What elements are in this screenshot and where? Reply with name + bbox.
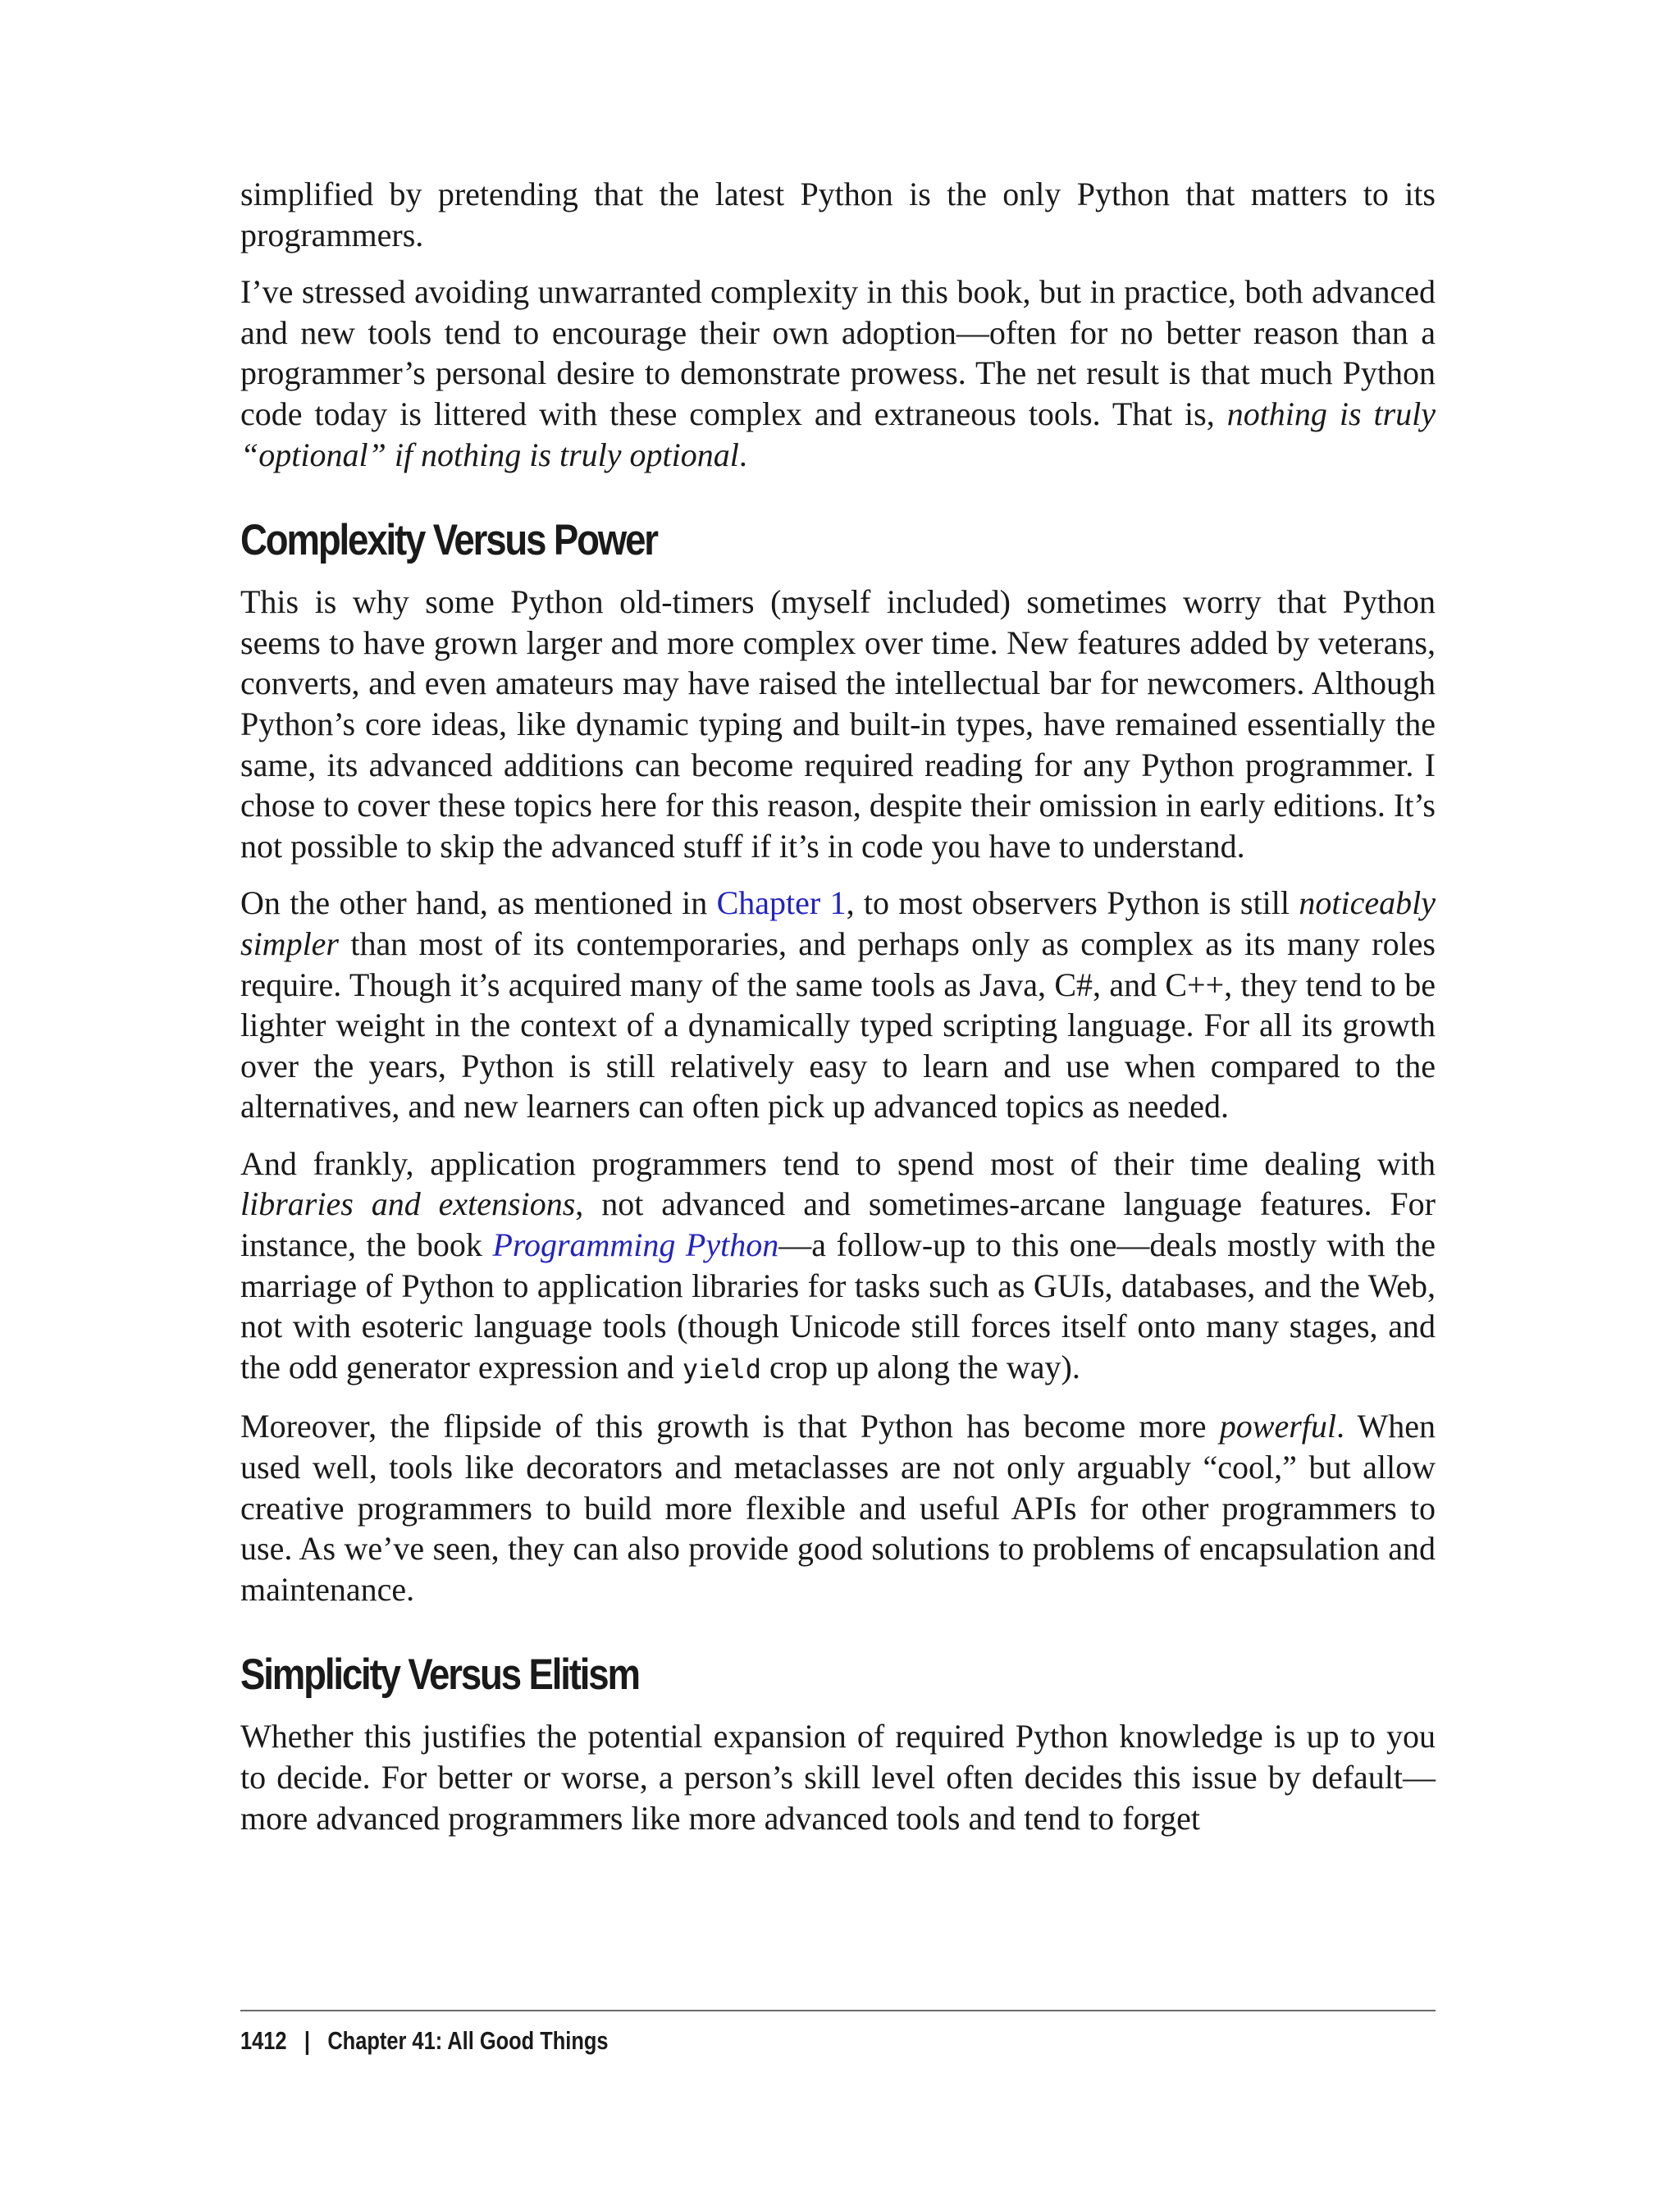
chapter-title: Chapter 41: All Good Things — [327, 2026, 609, 2055]
paragraph-old-timers: This is why some Python old-timers (myself included) sometimes worry that Python seems to have grown larger and more complex over time. New features added by veterans, converts, and even amateurs may have raised the intellectual bar for newcomers. Although Python’s core ideas, like dynamic typing and built-in types, have remained essentially the same, its advanced additions can become required reading for any Python programmer. I chose to cover these topics here for this reason, despite their omission in early editions. It’s not possible to skip the advanced stuff if it’s in code you have to understand. — [240, 583, 1436, 865]
footer-rule — [240, 2010, 1436, 2011]
paragraph-other-hand — [240, 883, 1436, 1127]
page-body — [240, 174, 1436, 1855]
paragraph-text: , to most observers Python is still — [846, 884, 1299, 922]
section-heading-simplicity-versus-elitism: Simplicity Versus Elitism — [240, 1650, 639, 1700]
paragraph-text: —a follow-up to this one—deals mostly with the marriage of Python to application libraries for tasks such as GUIs, databases, and the Web, not with esoteric language tools (though Unicode still forces itself onto many stages, and the odd generator expression and — [240, 1226, 1436, 1386]
programming-python-title: Programming Python — [492, 1226, 779, 1264]
code-yield: yield — [682, 1353, 762, 1385]
emphasis-powerful: powerful — [1219, 1408, 1336, 1445]
paragraph-application-programmers — [240, 1144, 1436, 1390]
paragraph-text: than most of its contemporaries, and perhaps only as complex as its many roles require. Though it’s acquired many of the same tools as Java, C#, and C++, they tend to be lighter weight in the context of a dynamically typed scripting language. For all its growth over the years, Python is still relatively easy to learn and use when compared to the alternatives, and new learners can often pick up advanced topics as needed. — [240, 924, 1436, 1125]
paragraph-text: . When used well, tools like decorators and metaclasses are not only arguably “cool,” but allow creative programmers to build more flexible and useful APIs for other programmers to use. As we’ve seen, they can also provide good solutions to problems of encapsulation and maintenance. — [240, 1408, 1436, 1608]
chapter-1-link[interactable]: Chapter 1 — [716, 884, 847, 922]
footer-separator: | — [304, 2026, 310, 2055]
paragraph-unwarranted-complexity — [240, 272, 1436, 475]
section-heading-complexity-versus-power: Complexity Versus Power — [240, 516, 657, 565]
emphasis-libraries-and-extensions: libraries and extensions — [240, 1185, 576, 1223]
paragraph-justifies: Whether this justifies the potential expansion of required Python knowledge is up to you to decide. For better or worse, a person’s skill level often decides this issue by default—more advanced programmers like more advanced tools and tend to forget — [240, 1718, 1436, 1837]
paragraph-text: crop up along the way). — [761, 1348, 1080, 1386]
paragraph-text: And frankly, application programmers tend to spend most of their time dealing with — [240, 1144, 1436, 1182]
paragraph-text: Moreover, the flipside of this growth is that Python has become more — [240, 1408, 1220, 1445]
paragraph-text: , not advanced and sometimes-arcane language features. For instance, the book — [240, 1185, 1436, 1264]
paragraph-text: . — [738, 436, 747, 473]
programming-python-link[interactable] — [492, 1226, 778, 1263]
emphasis-optional: nothing is truly “optional” if nothing is truly optional — [240, 395, 1436, 473]
paragraph-text: On the other hand, as mentioned in — [240, 884, 717, 922]
page-footer — [240, 2025, 609, 2057]
page-number: 1412 — [240, 2026, 287, 2055]
paragraph-text: I’ve stressed avoiding unwarranted complexity in this book, but in practice, both advanced and new tools tend to encourage their own adoption—often for no better reason than a programmer’s personal desire to demonstrate prowess. The net result is that much Python code today is littered with these complex and extraneous tools. That is, — [240, 273, 1436, 432]
paragraph-intro-continuation: simplified by pretending that the latest Python is the only Python that matters to its programmers. — [240, 176, 1436, 253]
emphasis-noticeably-simpler: noticeably simpler — [240, 884, 1436, 962]
paragraph-flipside — [240, 1406, 1436, 1609]
